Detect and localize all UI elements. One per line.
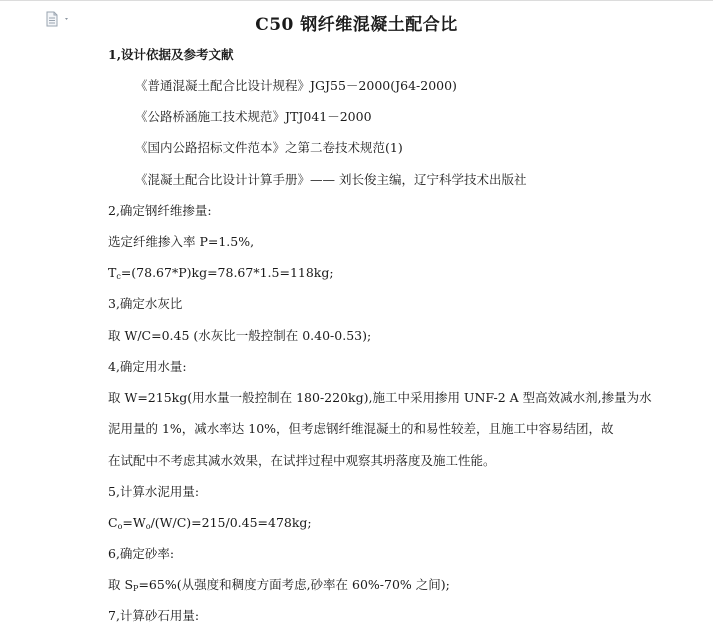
water-paragraph-line-1: 取 W=215kg(用水量一般控制在 180-220kg),施工中采用掺用 UNF-2 A 型高效减水剂,掺量为水 xyxy=(108,390,652,405)
water-cement-ratio-text: 取 W/C=0.45 (水灰比一般控制在 0.40-0.53); xyxy=(108,328,372,343)
formula-subscript: o xyxy=(117,522,123,531)
section-6-heading: 6,确定砂率: xyxy=(108,546,175,561)
top-divider xyxy=(0,0,713,1)
reference-4: 《混凝土配合比设计计算手册》—— 刘长俊主编，辽宁科学技术出版社 xyxy=(135,172,527,187)
formula-subscript: P xyxy=(133,584,139,593)
reference-2: 《公路桥涵施工技术规范》JTJ041－2000 xyxy=(135,109,372,124)
cement-formula xyxy=(108,515,312,535)
reference-3: 《国内公路招标文件范本》之第二卷技术规范(1) xyxy=(135,140,403,155)
section-3-heading: 3,确定水灰比 xyxy=(108,296,183,311)
formula-symbol: C xyxy=(108,515,118,530)
section-5-heading: 5,计算水泥用量: xyxy=(108,484,200,499)
formula-body: =65%(从强度和稠度方面考虑,砂率在 60%-70% 之间); xyxy=(138,577,450,592)
section-7-heading: 7,计算砂石用量: xyxy=(108,608,200,623)
document-title: C50 钢纤维混凝土配合比 xyxy=(255,15,458,35)
formula-prefix: 取 S xyxy=(108,577,134,592)
reference-1: 《普通混凝土配合比设计规程》JGJ55－2000(J64-2000) xyxy=(135,78,457,93)
water-paragraph-line-2: 泥用量的 1%，减水率达 10%，但考虑钢纤维混凝土的和易性较差，且施工中容易结团，故 xyxy=(108,421,614,436)
formula-symbol: T xyxy=(108,265,117,280)
fiber-formula xyxy=(108,265,334,285)
formula-body: =(78.67*P)kg=78.67*1.5=118kg; xyxy=(120,265,334,280)
formula-subscript: o xyxy=(145,522,151,531)
sand-ratio-text xyxy=(108,577,450,597)
water-paragraph-line-3: 在试配中不考虑其减水效果，在试拌过程中观察其坍落度及施工性能。 xyxy=(108,453,496,468)
fiber-rate-text: 选定纤维掺入率 P=1.5%, xyxy=(108,234,255,249)
section-2-heading: 2,确定钢纤维掺量: xyxy=(108,203,212,218)
section-4-heading: 4,确定用水量: xyxy=(108,359,187,374)
formula-body: /(W/C)=215/0.45=478kg; xyxy=(150,515,312,530)
section-1-heading: 1,设计依据及参考文献 xyxy=(108,47,234,62)
formula-part: =W xyxy=(122,515,146,530)
formula-subscript: c xyxy=(116,272,121,281)
